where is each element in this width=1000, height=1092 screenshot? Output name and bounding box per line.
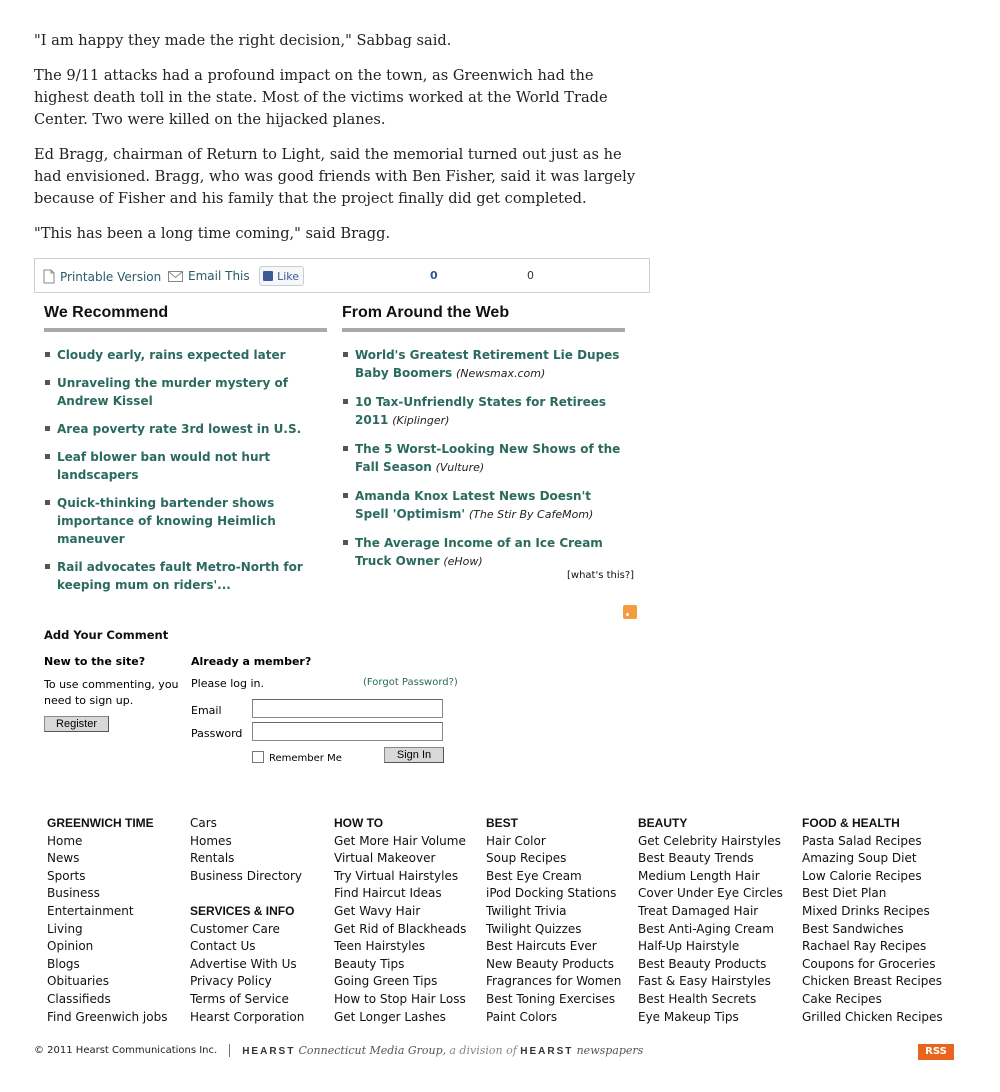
- tweet-count: 0: [527, 269, 534, 282]
- list-item: [342, 346, 625, 383]
- list-item: [342, 440, 625, 477]
- list-item: [342, 534, 625, 571]
- footer-link[interactable]: Find Greenwich jobs: [47, 1009, 168, 1024]
- web-link[interactable]: 10 Tax-Unfriendly States for Retirees 2011: [355, 395, 607, 427]
- footer-link[interactable]: Cars: [190, 816, 217, 830]
- footer-col-services: [190, 815, 304, 1026]
- list-item: [44, 346, 327, 364]
- footer-link[interactable]: Best Haircuts Ever: [486, 939, 597, 954]
- footer-link[interactable]: Privacy Policy: [190, 974, 272, 989]
- footer-link[interactable]: Get Celebrity Hairstyles: [638, 833, 781, 848]
- web-link[interactable]: The Average Income of an Ice Cream Truck Owner: [355, 536, 603, 568]
- footer-link[interactable]: News: [47, 851, 80, 866]
- remember-me-label: Remember Me: [269, 753, 342, 764]
- recommend-link[interactable]: Unraveling the murder mystery of Andrew Kissel: [57, 376, 288, 408]
- list-item: [44, 374, 327, 410]
- footer-col-greenwich-time: [47, 815, 167, 1026]
- footer-link[interactable]: Terms of Service: [190, 991, 289, 1006]
- footer-col-how-to: [334, 815, 466, 1026]
- footer-heading: FOOD & HEALTH: [802, 816, 900, 830]
- footer-link[interactable]: Home: [47, 833, 83, 848]
- recommend-link[interactable]: Area poverty rate 3rd lowest in U.S.: [57, 422, 302, 436]
- footer-link[interactable]: Hearst Corporation: [190, 1009, 305, 1024]
- footer-link[interactable]: Get Longer Lashes: [334, 1009, 446, 1024]
- list-item: [342, 487, 625, 524]
- register-button[interactable]: Register: [44, 716, 109, 732]
- facebook-like-button[interactable]: [259, 266, 304, 286]
- copyright-text: © 2011 Hearst Communications Inc.: [34, 1045, 218, 1056]
- share-count: 0: [430, 269, 438, 282]
- footer-link[interactable]: Sports: [47, 868, 86, 883]
- web-link[interactable]: Amanda Knox Latest News Doesn't Spell 'Optimism': [355, 489, 592, 521]
- recommend-link[interactable]: Leaf blower ban would not hurt landscapers: [57, 450, 271, 482]
- footer-link[interactable]: Get More Hair Volume: [334, 833, 466, 848]
- footer-link[interactable]: iPod Docking Stations: [486, 886, 617, 901]
- footer-link[interactable]: Cover Under Eye Circles: [638, 886, 783, 901]
- article-body: [34, 30, 644, 258]
- we-recommend-section: [44, 304, 327, 604]
- add-comment-section: [44, 628, 168, 642]
- footer-link[interactable]: Best Beauty Trends: [638, 851, 754, 866]
- article-paragraph: The 9/11 attacks had a profound impact on the town, as Greenwich had the highest death toll in the state. Most of the victims worked at the World Trade Center. Two were killed on the hijacked planes.: [34, 67, 608, 128]
- list-item: [44, 494, 327, 548]
- add-comment-title: Add Your Comment: [44, 628, 169, 642]
- footer-link[interactable]: Customer Care: [190, 921, 280, 936]
- footer-link[interactable]: Going Green Tips: [334, 974, 438, 989]
- footer-link[interactable]: Blogs: [47, 956, 80, 971]
- footer-heading: BEAUTY: [638, 816, 688, 830]
- division-text: a division of: [449, 1044, 521, 1057]
- page-bottom-bar: [34, 1044, 643, 1057]
- footer-link[interactable]: Business: [47, 886, 100, 901]
- recommend-link[interactable]: Rail advocates fault Metro-North for keeping mum on riders'...: [57, 560, 303, 592]
- footer-heading: BEST: [486, 816, 519, 830]
- footer-link[interactable]: Get Rid of Blackheads: [334, 921, 467, 936]
- email-this-link[interactable]: [168, 269, 250, 283]
- from-around-web-title: From Around the Web: [342, 304, 625, 332]
- web-link-source: (Vulture): [435, 461, 485, 474]
- footer-link[interactable]: Twilight Trivia: [486, 903, 567, 918]
- footer-heading: SERVICES & INFO: [190, 903, 295, 918]
- hearst-wordmark: HEARST: [242, 1046, 296, 1057]
- footer-link[interactable]: Fragrances for Women: [486, 974, 622, 989]
- footer-link[interactable]: Opinion: [47, 939, 94, 954]
- footer-link[interactable]: Homes: [190, 833, 232, 848]
- footer-link[interactable]: Obituaries: [47, 974, 109, 989]
- footer-link[interactable]: Hair Color: [486, 833, 546, 848]
- footer-link[interactable]: Mixed Drinks Recipes: [802, 903, 930, 918]
- like-label: Like: [277, 269, 299, 283]
- footer-link[interactable]: Amazing Soup Diet: [802, 851, 917, 866]
- facebook-icon: [263, 271, 273, 281]
- footer-col-food-health: [802, 815, 943, 1026]
- document-icon: [43, 269, 55, 284]
- list-item: [44, 558, 327, 594]
- footer-link[interactable]: Eye Makeup Tips: [638, 1009, 739, 1024]
- recommend-link[interactable]: Quick-thinking bartender shows importance of knowing Heimlich maneuver: [57, 496, 276, 546]
- footer-link[interactable]: Try Virtual Hairstyles: [334, 868, 459, 883]
- footer-link[interactable]: Cake Recipes: [802, 991, 882, 1006]
- cmg-text: Connecticut Media Group,: [298, 1044, 447, 1057]
- footer-link[interactable]: Classifieds: [47, 991, 111, 1006]
- footer-link[interactable]: Low Calorie Recipes: [802, 868, 922, 883]
- footer-link[interactable]: Grilled Chicken Recipes: [802, 1009, 943, 1024]
- footer-link[interactable]: Get Wavy Hair: [334, 903, 421, 918]
- newspapers-text: newspapers: [576, 1044, 644, 1057]
- footer-link[interactable]: New Beauty Products: [486, 956, 614, 971]
- footer-link[interactable]: Best Anti-Aging Cream: [638, 921, 774, 936]
- footer-link[interactable]: Contact Us: [190, 939, 256, 954]
- footer-link[interactable]: Fast & Easy Hairstyles: [638, 974, 771, 989]
- footer-link[interactable]: Best Toning Exercises: [486, 991, 616, 1006]
- web-link-source: (Newsmax.com): [456, 367, 546, 380]
- footer-link[interactable]: Best Health Secrets: [638, 991, 757, 1006]
- already-member-title: Already a member?: [191, 655, 312, 668]
- hearst-wordmark: HEARST: [520, 1046, 574, 1057]
- footer-link[interactable]: Rachael Ray Recipes: [802, 939, 927, 954]
- password-field[interactable]: [252, 722, 443, 741]
- article-paragraph: "This has been a long time coming," said Bragg.: [34, 225, 391, 242]
- footer-link[interactable]: Coupons for Groceries: [802, 956, 936, 971]
- web-link-source: (eHow): [443, 555, 483, 568]
- footer-link[interactable]: Advertise With Us: [190, 956, 297, 971]
- footer-heading: GREENWICH TIME: [47, 816, 154, 830]
- forgot-password-link[interactable]: (Forgot Password?): [363, 677, 458, 688]
- whats-this-link[interactable]: [what's this?]: [567, 570, 635, 581]
- footer-link[interactable]: Best Beauty Products: [638, 956, 767, 971]
- footer-link[interactable]: Entertainment: [47, 903, 134, 918]
- article-paragraph: "I am happy they made the right decision," Sabbag said.: [34, 32, 452, 49]
- footer-link[interactable]: Pasta Salad Recipes: [802, 833, 922, 848]
- footer-link[interactable]: Paint Colors: [486, 1009, 558, 1024]
- footer-link[interactable]: Virtual Makeover: [334, 851, 436, 866]
- footer-col-beauty: [638, 815, 783, 1026]
- printable-version-link[interactable]: [43, 269, 161, 284]
- web-link[interactable]: World's Greatest Retirement Lie Dupes Baby Boomers: [355, 348, 620, 380]
- footer-link[interactable]: Half-Up Hairstyle: [638, 939, 740, 954]
- footer-link[interactable]: Beauty Tips: [334, 956, 405, 971]
- footer-link[interactable]: Rentals: [190, 851, 235, 866]
- list-item: [342, 393, 625, 430]
- signup-text: To use commenting, you need to sign up.: [44, 678, 179, 707]
- sign-in-button[interactable]: Sign In: [384, 747, 444, 763]
- email-label: Email: [191, 704, 222, 717]
- footer-link[interactable]: Treat Damaged Hair: [638, 903, 759, 918]
- footer-link[interactable]: Living: [47, 921, 83, 936]
- footer-link[interactable]: Soup Recipes: [486, 851, 567, 866]
- footer-link[interactable]: Medium Length Hair: [638, 868, 760, 883]
- remember-me-checkbox[interactable]: [252, 751, 264, 763]
- printable-version-label: Printable Version: [60, 269, 162, 284]
- article-toolbar: [34, 258, 650, 293]
- article-paragraph: Ed Bragg, chairman of Return to Light, said the memorial turned out just as he had envisioned. Bragg, who was good friends with Ben Fisher, said it was largely because of Fisher and his family that the project finally did get completed.: [34, 146, 636, 207]
- footer-link[interactable]: Best Sandwiches: [802, 921, 904, 936]
- divider: [229, 1044, 230, 1057]
- web-link[interactable]: The 5 Worst-Looking New Shows of the Fall Season: [355, 442, 621, 474]
- rss-feed-icon[interactable]: [623, 605, 637, 619]
- list-item: [44, 448, 327, 484]
- rss-button[interactable]: RSS: [918, 1044, 954, 1060]
- footer-link[interactable]: Find Haircut Ideas: [334, 886, 442, 901]
- footer-link[interactable]: Chicken Breast Recipes: [802, 974, 943, 989]
- list-item: [44, 420, 327, 438]
- password-label: Password: [191, 727, 243, 740]
- footer-link[interactable]: Twilight Quizzes: [486, 921, 582, 936]
- footer-link[interactable]: Best Diet Plan: [802, 886, 887, 901]
- from-around-web-section: [342, 304, 625, 581]
- email-this-label: Email This: [188, 269, 250, 283]
- footer-heading: HOW TO: [334, 816, 384, 830]
- hearst-cmg-logo: [242, 1044, 643, 1057]
- footer-link[interactable]: How to Stop Hair Loss: [334, 991, 466, 1006]
- new-to-site-title: New to the site?: [44, 655, 146, 668]
- footer-col-best: [486, 815, 621, 1026]
- email-field[interactable]: [252, 699, 443, 718]
- footer-link[interactable]: Best Eye Cream: [486, 868, 582, 883]
- footer-link[interactable]: Teen Hairstyles: [334, 939, 426, 954]
- login-text: Please log in.: [191, 677, 264, 690]
- envelope-icon: [168, 270, 183, 282]
- web-link-source: (The Stir By CafeMom): [468, 508, 594, 521]
- footer-link[interactable]: Business Directory: [190, 868, 303, 883]
- recommend-link[interactable]: Cloudy early, rains expected later: [57, 348, 286, 362]
- we-recommend-title: We Recommend: [44, 304, 327, 332]
- web-link-source: (Kiplinger): [392, 414, 450, 427]
